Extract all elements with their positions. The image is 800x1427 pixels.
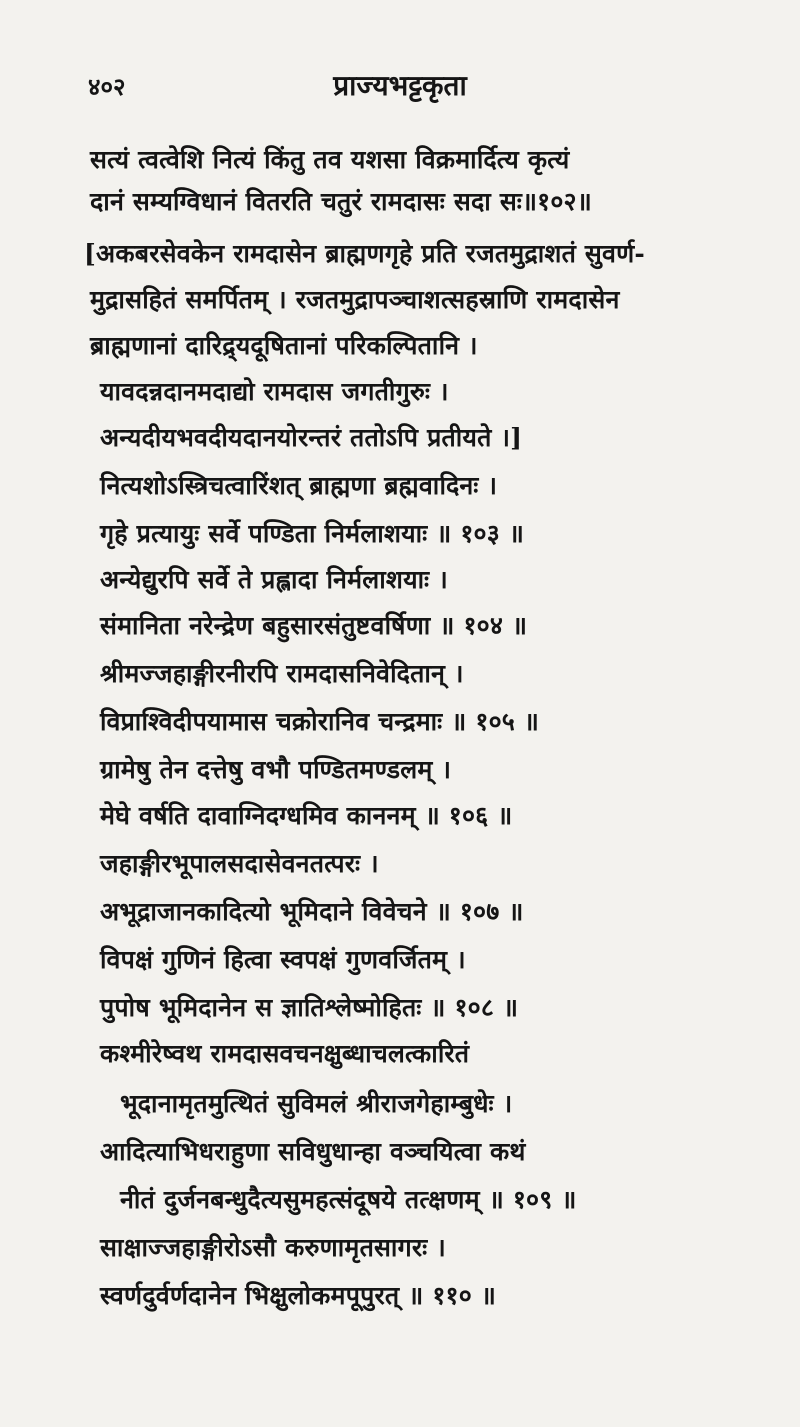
text-line: मुद्रासहितं समर्पितम् । रजतमुद्रापञ्चाशत्सहस्राणि रामदासेन bbox=[90, 285, 620, 314]
text-line: नित्यशोऽस्त्रिचत्वारिंशत् ब्राह्मणा ब्रह्मवादिनः । bbox=[100, 471, 498, 500]
text-line: दानं सम्यग्विधानं वितरति चतुरं रामदासः सदा सः॥१०२॥ bbox=[90, 187, 592, 216]
text-line: जहाङ्गीरभूपालसदासेवनतत्परः । bbox=[100, 849, 379, 878]
text-line: कश्मीरेष्वथ रामदासवचनक्षुब्धाचलत्कारितं bbox=[100, 1039, 470, 1068]
text-line: पुपोष भूमिदानेन स ज्ञातिश्लेष्मोहितः ॥ १०८ ॥ bbox=[100, 993, 519, 1022]
text-line: भूदानामृतमुत्थितं सुविमलं श्रीराजगेहाम्बुधेः । bbox=[120, 1089, 513, 1118]
text-line: [अकबरसेवकेन रामदासेन ब्राह्मणगृहे प्रति रजतमुद्राशतं सुवर्ण- bbox=[84, 239, 645, 268]
running-title: प्राज्यभट्टकृता bbox=[333, 69, 467, 102]
page-header bbox=[0, 58, 800, 108]
text-line: ब्राह्मणानां दारिद्र्यदूषितानां परिकल्पितानि । bbox=[90, 331, 478, 360]
text-line: विप्राश्विदीपयामास चक्रोरानिव चन्द्रमाः ॥ १०५ ॥ bbox=[100, 707, 540, 736]
text-line: स्वर्णदुर्वर्णदानेन भिक्षुलोकमपूपुरत् ॥ ११० ॥ bbox=[100, 1281, 497, 1310]
text-line: ग्रामेषु तेन दत्तेषु वभौ पण्डितमण्डलम् । bbox=[100, 755, 452, 784]
text-line: अभूद्राजानकादित्यो भूमिदाने विवेचने ॥ १०७ ॥ bbox=[100, 897, 524, 926]
text-line: मेघे वर्षति दावाग्निदग्धमिव काननम् ॥ १०६ ॥ bbox=[100, 801, 513, 830]
text-line: आदित्याभिधराहुणा सविधुधान्हा वञ्चयित्वा कथं bbox=[100, 1137, 526, 1166]
text-line: अन्यदीयभवदीयदानयोरन्तरं ततोऽपि प्रतीयते ।] bbox=[100, 423, 523, 452]
text-line: सत्यं त्वत्वेशि नित्यं किंतु तव यशसा विक्रमार्दित्य कृत्यं bbox=[90, 145, 570, 174]
text-line: नीतं दुर्जनबन्धुदैत्यसुमहत्संदूषये तत्क्षणम् ॥ १०९ ॥ bbox=[120, 1185, 577, 1214]
text-line: यावदन्नदानमदाद्यो रामदास जगतीगुरुः । bbox=[100, 377, 449, 406]
text-line: गृहे प्रत्यायुः सर्वे पण्डिता निर्मलाशयाः ॥ १०३ ॥ bbox=[100, 519, 525, 548]
text-line: श्रीमज्जहाङ्गीरनीरपि रामदासनिवेदितान् । bbox=[100, 659, 464, 688]
text-line: विपक्षं गुणिनं हित्वा स्वपक्षं गुणवर्जितम् । bbox=[100, 945, 466, 974]
text-line: संमानिता नरेन्द्रेण बहुसारसंतुष्टवर्षिणा ॥ १०४ ॥ bbox=[100, 611, 528, 640]
text-line: साक्षाज्जहाङ्गीरोऽसौ करुणामृतसागरः । bbox=[100, 1233, 446, 1262]
text-line: अन्येद्युरपि सर्वे ते प्रह्लादा निर्मलाशयाः । bbox=[100, 565, 448, 594]
page-number: ४०२ bbox=[88, 72, 126, 101]
